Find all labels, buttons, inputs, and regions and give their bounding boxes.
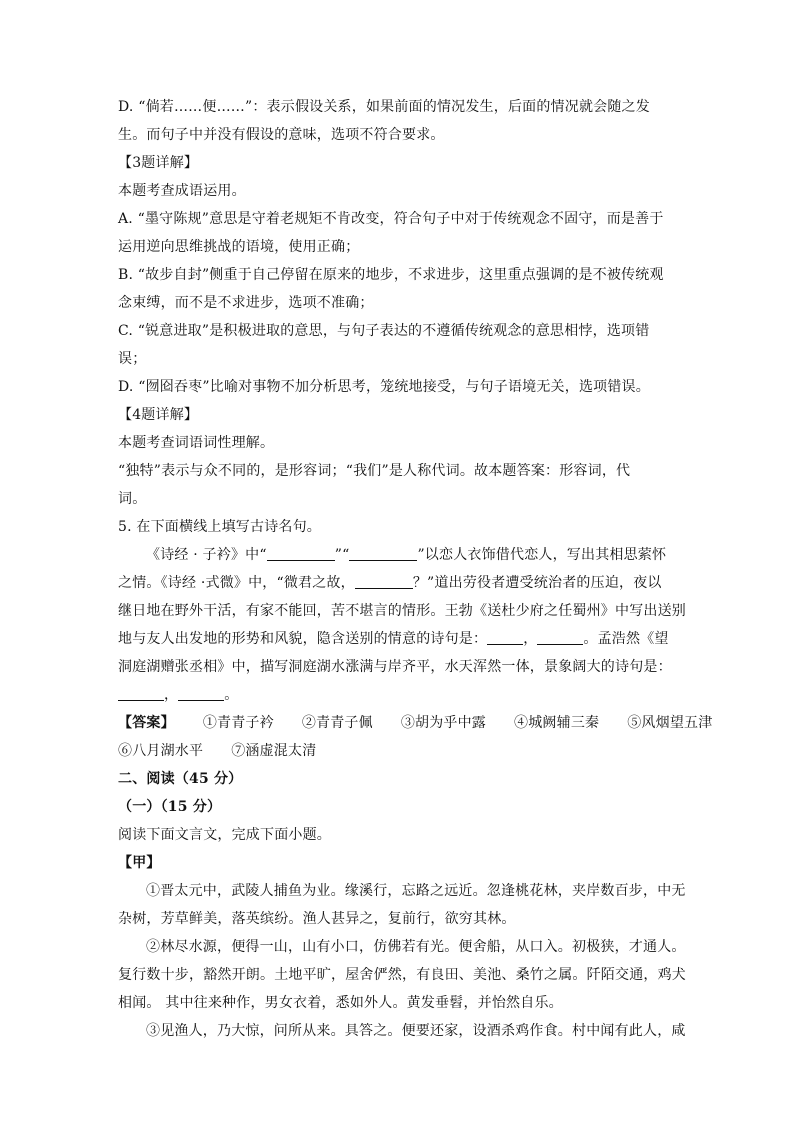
part-title: （一）（15 分）	[118, 799, 222, 815]
answer-item: ④城阙辅三秦	[514, 715, 600, 731]
instruction: 阅读下面文言文，完成下面小题。	[118, 827, 331, 843]
answer-blank[interactable]	[349, 544, 417, 561]
text-line: D. “囫囵吞枣”比喻对事物不加分析思考，笼统地接受，与句子语境无关，选项错误。	[118, 379, 650, 395]
answer-blank[interactable]	[537, 628, 583, 645]
q5-text: 。孟浩然《望	[583, 631, 669, 647]
q5-text: ”“	[334, 547, 350, 563]
answer-item: ③胡为乎中露	[400, 715, 487, 731]
text-line: A. “墨守陈规”意思是守着老规矩不肯改变，符合句子中对于传统观念不固守，而是善于	[118, 211, 664, 227]
passage-line: ①晋太元中，武陵人捕鱼为业。缘溪行，忘路之远近。忽逢桃花林，夹岸数百步，中无	[146, 883, 686, 899]
section-heading: 【3题详解】	[118, 155, 199, 171]
text-line: “独特”表示与众不同的，是形容词；“我们”是人称代词。故本题答案：形容词，代	[118, 463, 631, 479]
answer-item: ②青青子佩	[301, 715, 373, 731]
q5-text: 。	[224, 687, 239, 703]
text-line: C. “锐意进取”是积极进取的意思，与句子表达的不遵循传统观念的意思相悖，选项错	[118, 323, 650, 339]
answer-blank[interactable]	[118, 684, 164, 701]
text-line: 运用逆向思维挑战的语境，使用正确；	[118, 239, 360, 255]
text-line: 本题考查词语词性理解。	[118, 435, 275, 451]
q5-text: ？”道出劳役者遭受统治者的压迫，夜以	[412, 575, 662, 591]
question-line	[118, 541, 678, 569]
section-title: 二、阅读（45 分）	[118, 771, 243, 787]
passage-line: 杂树，芳草鲜美，落英缤纷。渔人甚异之，复前行，欲穷其林。	[118, 911, 516, 927]
document-body	[118, 93, 713, 1045]
answer-blank[interactable]	[267, 544, 335, 561]
passage-line: 复行数十步，豁然开朗。土地平旷，屋舍俨然，有良田、美池、桑竹之属。阡陌交通，鸡犬	[118, 967, 686, 983]
q5-text: ，	[523, 631, 538, 647]
q5-text: ，	[164, 687, 179, 703]
answer-line	[118, 709, 713, 737]
passage-line: ②林尽水源，便得一山，山有小口，仿佛若有光。便舍船，从口入。初极狭，才通人。	[146, 939, 686, 955]
text-line: 误；	[118, 351, 147, 367]
passage-label: 【甲】	[118, 855, 161, 871]
answer-blank[interactable]	[355, 572, 413, 589]
question-title: 5. 在下面横线上填写古诗名句。	[118, 519, 322, 535]
answer-item: ⑥八月湖水平	[118, 743, 204, 759]
question-line: 洞庭湖赠张丞相》中，描写洞庭湖水涨满与岸齐平，水天浑然一体，景象阔大的诗句是：	[118, 659, 672, 675]
question-line	[118, 625, 678, 653]
text-line: 词。	[118, 491, 147, 507]
answer-item: ⑤风烟望五津	[627, 715, 713, 731]
q5-text: 地与友人出发地的形势和风貌，隐含送别的情意的诗句是：	[118, 631, 488, 647]
text-line: B. “故步自封”侧重于自己停留在原来的地步，不求进步，这里重点强调的是不被传统观	[118, 267, 664, 283]
q5-text: 之情。《诗经 ·式微》中，“微君之故，	[118, 575, 355, 591]
text-line: 念束缚，而不是不求进步，选项不准确；	[118, 295, 374, 311]
answer-line	[118, 737, 678, 765]
answer-item: ⑦涵虚混太清	[231, 743, 317, 759]
section-heading: 【4题详解】	[118, 407, 199, 423]
text-line: D. “倘若……便……”：表示假设关系，如果前面的情况发生，后面的情况就会随之发	[118, 99, 650, 115]
text-line: 本题考查成语运用。	[118, 183, 246, 199]
answer-blank[interactable]	[178, 684, 224, 701]
answer-item: ①青青子衿	[202, 715, 274, 731]
q5-text: ”以恋人衣饰借代恋人，写出其相思萦怀	[417, 547, 667, 563]
question-line	[118, 681, 678, 709]
passage-line: 相闻。 其中往来种作，男女衣着，悉如外人。黄发垂髫，并怡然自乐。	[118, 995, 563, 1011]
q5-text: 《诗经 · 子衿》中“	[146, 547, 267, 563]
question-line: 继日地在野外干活，有家不能回，苦不堪言的情形。王勃《送杜少府之任蜀州》中写出送别	[118, 603, 686, 619]
question-line	[118, 569, 678, 597]
passage-line: ③见渔人，乃大惊，问所从来。具答之。便要还家，设酒杀鸡作食。村中闻有此人，咸	[146, 1023, 686, 1039]
answer-label: 【答案】	[118, 715, 175, 731]
answer-blank[interactable]	[487, 628, 523, 645]
text-line: 生。而句子中并没有假设的意味，选项不符合要求。	[118, 127, 445, 143]
